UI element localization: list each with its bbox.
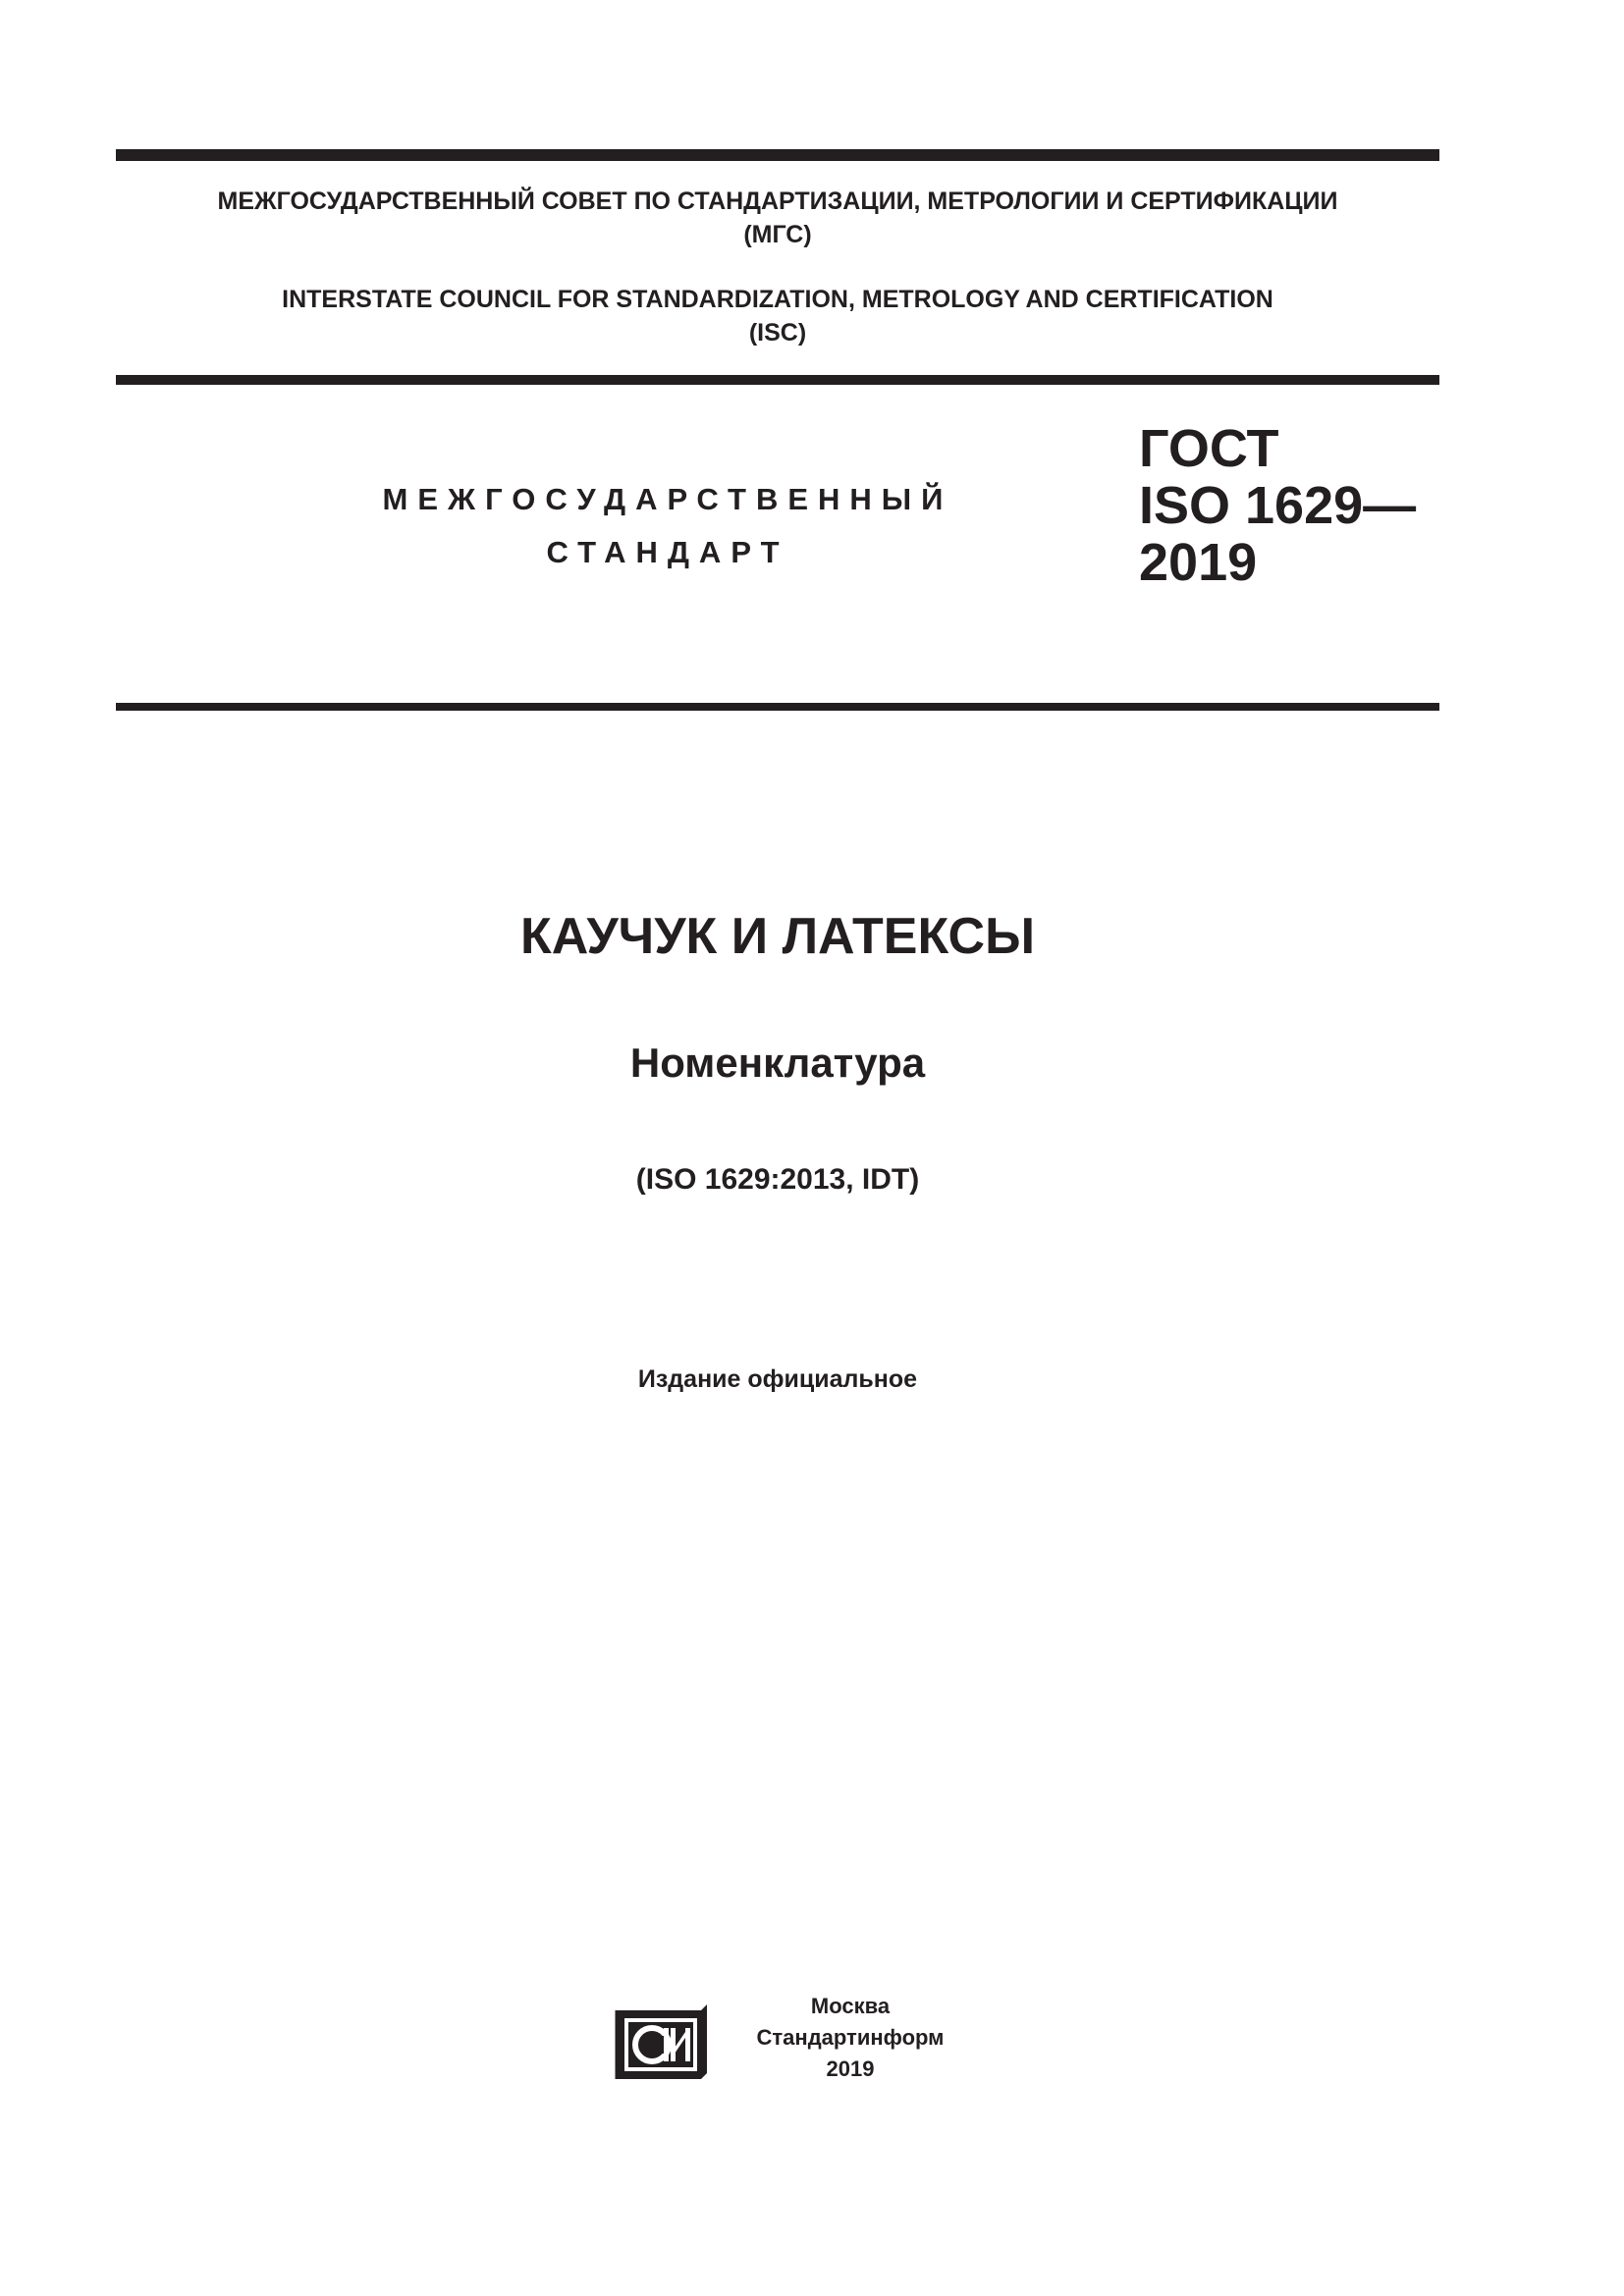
publisher-block	[615, 1991, 988, 2089]
publisher-name: Стандартинформ	[756, 2025, 945, 2050]
iso-reference: (ISO 1629:2013, IDT)	[635, 1163, 920, 1196]
council-ru-abbr: (МГС)	[743, 221, 812, 248]
document-subtitle: Номенклатура	[629, 1040, 926, 1086]
middle-rule	[116, 375, 1439, 385]
bottom-rule	[116, 703, 1439, 711]
top-rule	[116, 149, 1439, 161]
document-title: КАУЧУК И ЛАТЕКСЫ	[520, 908, 1035, 965]
standartinform-logo-icon	[615, 2002, 709, 2083]
edition-note: Издание официальное	[637, 1365, 918, 1393]
council-en	[116, 283, 1439, 349]
council-en-abbr: (ISC)	[748, 319, 807, 347]
designation-line1: ГОСТ	[1139, 419, 1279, 478]
standard-designation	[1139, 420, 1416, 591]
designation-line2: ISO 1629—	[1139, 476, 1417, 535]
council-ru-name: МЕЖГОСУДАРСТВЕННЫЙ СОВЕТ ПО СТАНДАРТИЗАЦИИ, МЕТРОЛОГИИ И СЕРТИФИКАЦИИ	[217, 187, 1338, 215]
council-en-name: INTERSTATE COUNCIL FOR STANDARDIZATION, METROLOGY AND CERTIFICATION	[282, 286, 1273, 313]
designation-line3: 2019	[1139, 533, 1258, 592]
standard-type-line2: СТАНДАРТ	[546, 535, 789, 569]
publisher-city: Москва	[810, 1994, 891, 2018]
standard-type-line1: МЕЖГОСУДАРСТВЕННЫЙ	[382, 482, 953, 516]
council-ru	[116, 185, 1439, 251]
publisher-year: 2019	[826, 2056, 875, 2081]
standard-type	[353, 473, 982, 579]
publisher-info	[732, 1991, 968, 2085]
